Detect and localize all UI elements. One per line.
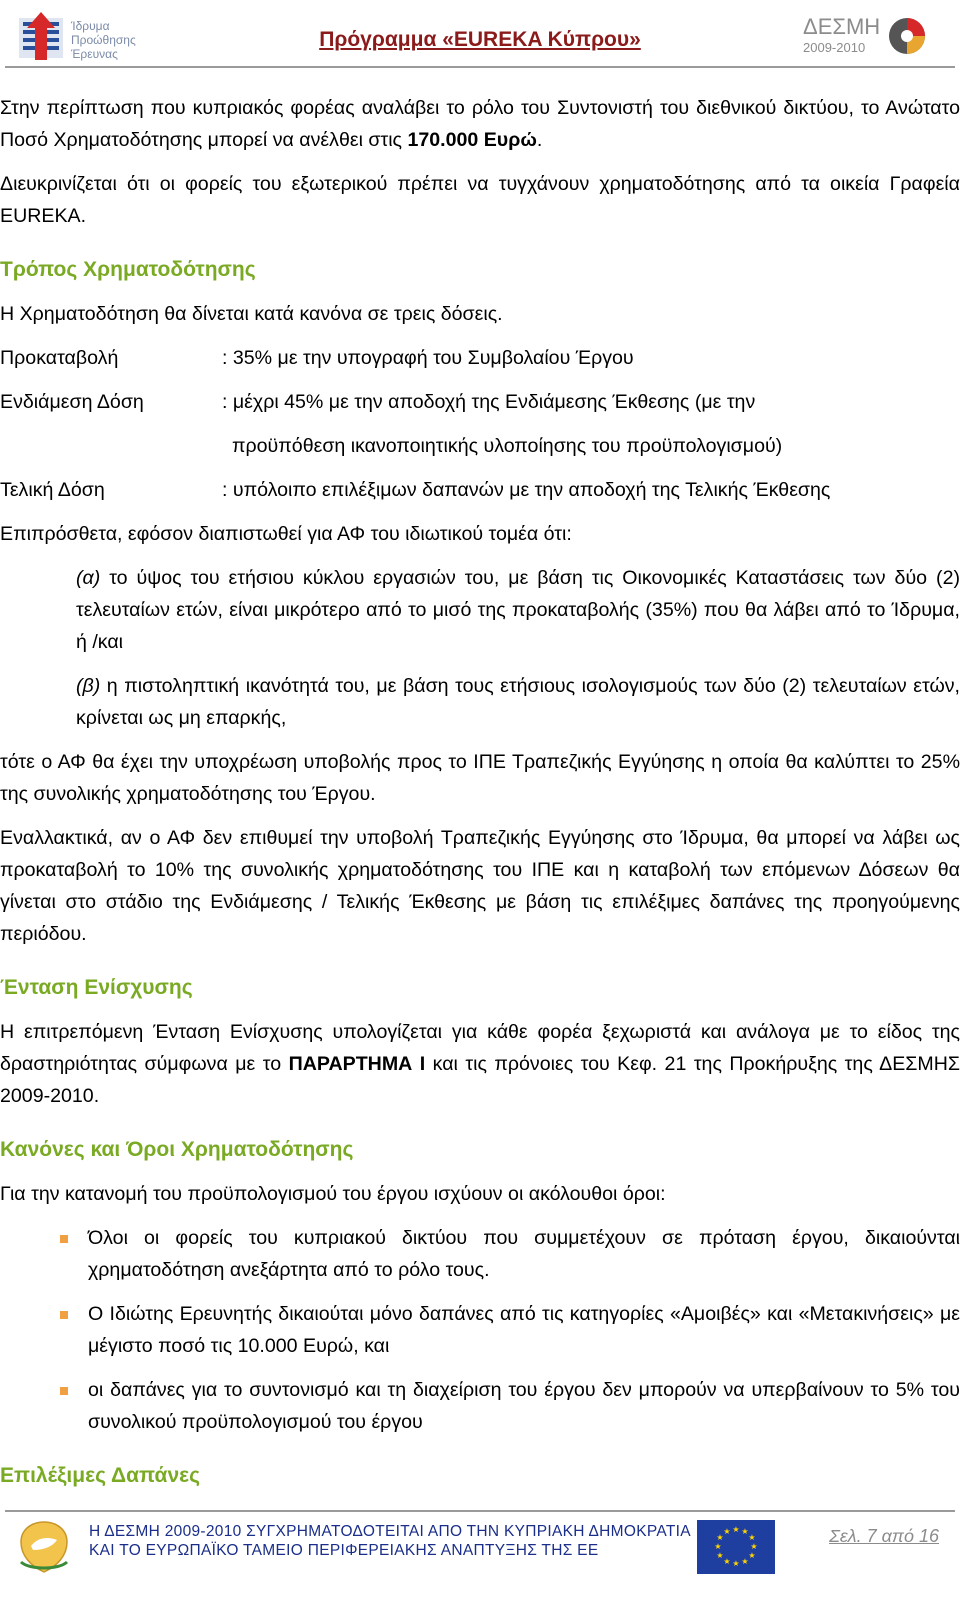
svg-text:★: ★ — [716, 1533, 724, 1542]
rules-list — [0, 1222, 960, 1438]
document-body — [0, 92, 960, 1492]
footer-line-2: ΚΑΙ ΤΟ ΕΥΡΩΠΑΪΚΟ ΤΑΜΕΙΟ ΠΕΡΙΦΕΡΕΙΑΚΗΣ ΑΝΑΠΤΥΞΗΣ ΤΗΣ ΕΕ — [89, 1542, 599, 1559]
condition-text: η πιστοληπτική ικανότητά του, με βάση τους ετήσιους ισολογισμούς των δύο (2) τελευταίων ετών, κρίνεται ως μη επαρκής, — [76, 675, 960, 729]
paragraph-bank-guarantee: τότε ο ΑΦ θα έχει την υποχρέωση υποβολής προς το ΙΠΕ Τραπεζικής Εγγύησης η οποία θα καλύπτει το 25% της συνολικής χρηματοδότησης του Έργου. — [0, 751, 960, 805]
installment-value-cont: προϋπόθεση ικανοποιητικής υλοποίησης του προϋπολογισμού) — [232, 435, 783, 457]
condition-text: το ύψος του ετήσιου κύκλου εργασιών του, με βάση τις Οικονομικές Καταστάσεις των δύο (2) τελευταίων ετών, είναι μικρότερο από το μισό της προκαταβολής (35%) που θα λάβει από το Ίδρυμα, ή /και — [76, 567, 960, 653]
heading-eligible-costs: Επιλέξιμες Δαπάνες — [0, 1464, 201, 1487]
installment-final — [0, 474, 960, 506]
svg-text:★: ★ — [741, 1557, 749, 1566]
logo-left-line3: Έρευνας — [71, 47, 118, 61]
logo-right-name: ΔΕΣΜΗ — [803, 14, 881, 39]
paragraph-text: Στην περίπτωση που κυπριακός φορέας αναλάβει το ρόλο του Συντονιστή του διεθνικού δικτύου, το Ανώτατο Ποσό Χρηματοδότησης μπορεί να ανέλθει στις — [0, 97, 960, 151]
installment-label: Προκαταβολή — [0, 347, 119, 369]
annex-ref: ΠΑΡΑΡΤΗΜΑ Ι — [288, 1053, 426, 1075]
logo-left-line2: Προώθησης — [71, 33, 136, 47]
page-title: Πρόγραμμα «EUREKA Κύπρου» — [319, 28, 641, 51]
condition-a — [0, 562, 960, 658]
condition-b — [0, 670, 960, 734]
page-header — [5, 4, 955, 68]
page-number: Σελ. 7 από 16 — [829, 1526, 939, 1546]
svg-text:★: ★ — [748, 1551, 756, 1560]
paragraph-installments-intro: Η Χρηματοδότηση θα δίνεται κατά κανόνα σε τρεις δόσεις. — [0, 303, 503, 325]
list-item: Όλοι οι φορείς του κυπριακού δικτύου που συμμετέχουν σε πρόταση έργου, δικαιούνται χρηματοδότηση ανεξάρτητα από το ρόλο τους. — [0, 1222, 960, 1286]
svg-text:★: ★ — [732, 1559, 740, 1568]
svg-text:★: ★ — [723, 1527, 731, 1536]
svg-text:★: ★ — [716, 1551, 724, 1560]
list-item: οι δαπάνες για το συντονισμό και τη διαχείριση του έργου δεν μπορούν να υπερβαίνουν το 5% του συνολικού προϋπολογισμού του έργου — [0, 1374, 960, 1438]
installment-advance — [0, 342, 960, 374]
heading-funding-rules: Κανόνες και Όροι Χρηματοδότησης — [0, 1138, 354, 1161]
page-footer — [5, 1510, 955, 1582]
svg-text:★: ★ — [714, 1542, 722, 1551]
paragraph-text: Η επιτρεπόμενη Ένταση Ενίσχυσης υπολογίζεται για κάθε φορέα ξεχωριστά και ανάλογα με το είδος της δραστηριότητας σύμφωνα με το — [0, 1021, 960, 1075]
paragraph-text: και τις πρόνοιες του Κεφ. 21 της Προκήρυξης της ΔΕΣΜΗΣ 2009-2010. — [0, 1053, 960, 1107]
svg-text:★: ★ — [723, 1557, 731, 1566]
svg-text:★: ★ — [748, 1533, 756, 1542]
desmi-logo-icon — [801, 10, 931, 60]
installment-label: Τελική Δόση — [0, 479, 105, 501]
heading-funding-method: Τρόπος Χρηματοδότησης — [0, 258, 256, 281]
condition-label: (α) — [76, 567, 101, 589]
eu-flag-icon — [697, 1520, 775, 1574]
cyprus-emblem-icon — [13, 1518, 75, 1576]
installment-value: : υπόλοιπο επιλέξιμων δαπανών με την αποδοχή της Τελικής Έκθεσης — [222, 479, 831, 501]
paragraph-coordinator-funding — [0, 92, 960, 156]
svg-text:★: ★ — [732, 1525, 740, 1534]
paragraph-alternative: Εναλλακτικά, αν ο ΑΦ δεν επιθυμεί την υποβολή Τραπεζικής Εγγύησης στο Ίδρυμα, θα μπορεί να λάβει ως προκαταβολή το 10% της συνολικής χρηματοδότησης του ΙΠΕ και η καταβολή των επόμενων Δόσεων θα γίνεται στο στάδιο της Ενδιάμεσης / Τελικής Έκθεσης με βάση τις επιλέξιμες δαπάνες της προηγούμενης περιόδου. — [0, 827, 960, 945]
paragraph-foreign-partners: Διευκρινίζεται ότι οι φορείς του εξωτερικού πρέπει να τυγχάνουν χρηματοδότησης από τα οικεία Γραφεία EUREKA. — [0, 173, 960, 227]
paragraph-text: . — [536, 129, 543, 151]
installment-value: : 35% με την υπογραφή του Συμβολαίου Έργου — [222, 347, 634, 369]
logo-left-line1: Ίδρυμα — [71, 19, 110, 33]
installment-value: : μέχρι 45% με την αποδοχή της Ενδιάμεσης Έκθεσης (με την — [222, 391, 756, 413]
svg-text:★: ★ — [741, 1527, 749, 1536]
installment-interim — [0, 386, 960, 418]
footer-line-1: Η ΔΕΣΜΗ 2009-2010 ΣΥΓΧΡΗΜΑΤΟΔΟΤΕΙΤΑΙ ΑΠΟ ΤΗΝ ΚΥΠΡΙΑΚΗ ΔΗΜΟΚΡΑΤΙΑ — [89, 1523, 691, 1540]
installment-interim-cont — [0, 430, 960, 462]
svg-text:★: ★ — [750, 1542, 758, 1551]
footer-text — [89, 1522, 691, 1560]
installment-label: Ενδιάμεση Δόση — [0, 391, 144, 413]
condition-label: (β) — [76, 675, 101, 697]
list-item: Ο Ιδιώτης Ερευνητής δικαιούται μόνο δαπάνες από τις κατηγορίες «Αμοιβές» και «Μετακινήσεις» με μέγιστο ποσό τις 10.000 Ευρώ, και — [0, 1298, 960, 1362]
paragraph-aid-intensity — [0, 1016, 960, 1112]
paragraph-rules-intro: Για την κατανομή του προϋπολογισμού του έργου ισχύουν οι ακόλουθοι όροι: — [0, 1183, 666, 1205]
heading-aid-intensity: Ένταση Ενίσχυσης — [0, 976, 193, 999]
logo-right-year: 2009-2010 — [803, 40, 866, 55]
paragraph-additionally: Επιπρόσθετα, εφόσον διαπιστωθεί για ΑΦ του ιδιωτικού τομέα ότι: — [0, 523, 572, 545]
max-amount: 170.000 Ευρώ — [407, 129, 537, 151]
